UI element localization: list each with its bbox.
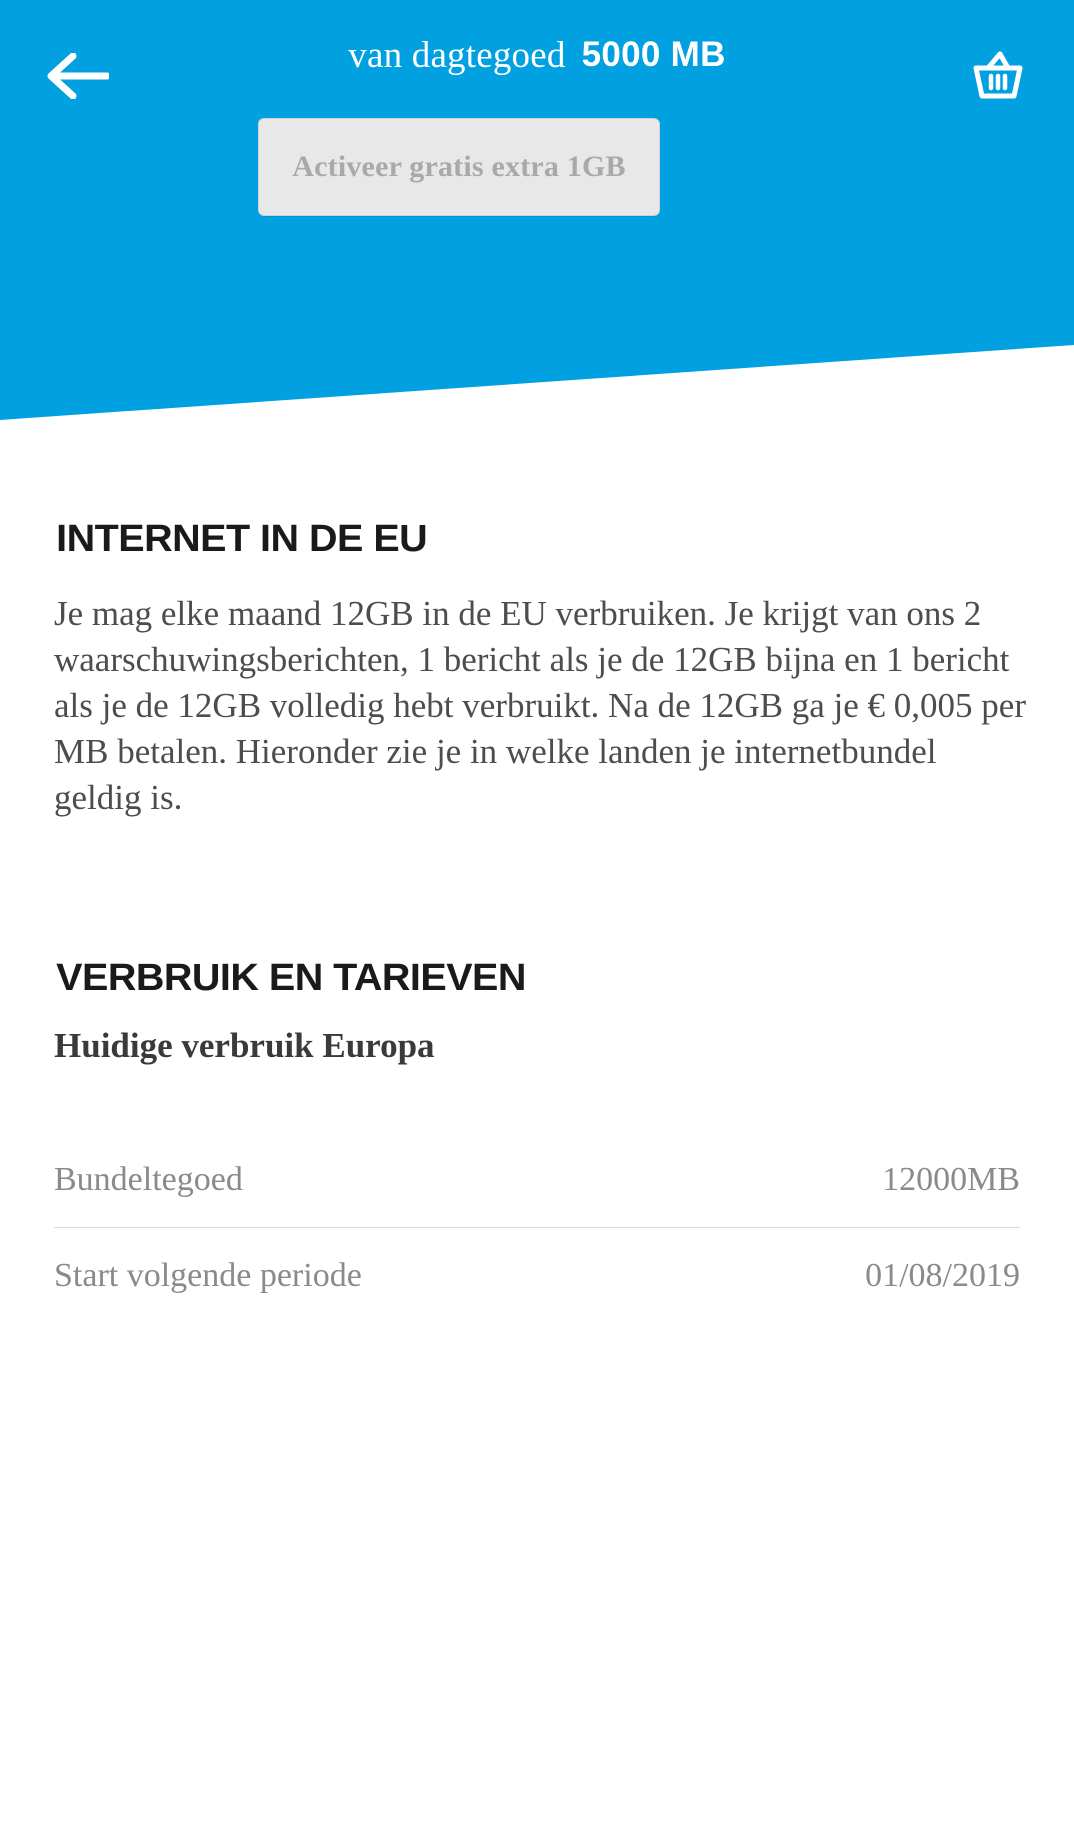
main-content	[0, 420, 1074, 1323]
row-label: Bundeltegoed	[54, 1160, 243, 1198]
eu-section-heading: INTERNET IN DE EU	[56, 518, 428, 560]
arrow-left-icon	[47, 53, 109, 99]
usage-section-subheading: Huidige verbruik Europa	[54, 1026, 435, 1065]
usage-table	[0, 1132, 1074, 1323]
table-row	[54, 1228, 1020, 1323]
header-title-value: 5000 MB	[581, 35, 726, 74]
back-button[interactable]	[40, 38, 116, 114]
eu-section-paragraph: Je mag elke maand 12GB in de EU verbruiken. Je krijgt van ons 2 waarschuwingsberichten, 1 bericht als je de 12GB bijna en 1 bericht als je de 12GB volledig hebt verbruikt. Na de 12GB ga je € 0,005 per MB betalen. Hieronder zie je in welke landen je internetbundel geldig is.	[54, 594, 1027, 817]
cart-button[interactable]	[958, 36, 1038, 116]
activate-extra-data-label: Activeer gratis extra 1GB	[292, 150, 626, 183]
usage-section-heading: VERBRUIK EN TARIEVEN	[56, 957, 526, 999]
row-label: Start volgende periode	[54, 1256, 362, 1294]
header-title-label: van dagtegoed	[348, 34, 566, 76]
shopping-basket-icon	[970, 50, 1026, 102]
row-value: 12000MB	[882, 1160, 1020, 1198]
activate-extra-data-button[interactable]	[258, 118, 660, 216]
row-value: 01/08/2019	[865, 1256, 1020, 1294]
table-row	[54, 1132, 1020, 1228]
